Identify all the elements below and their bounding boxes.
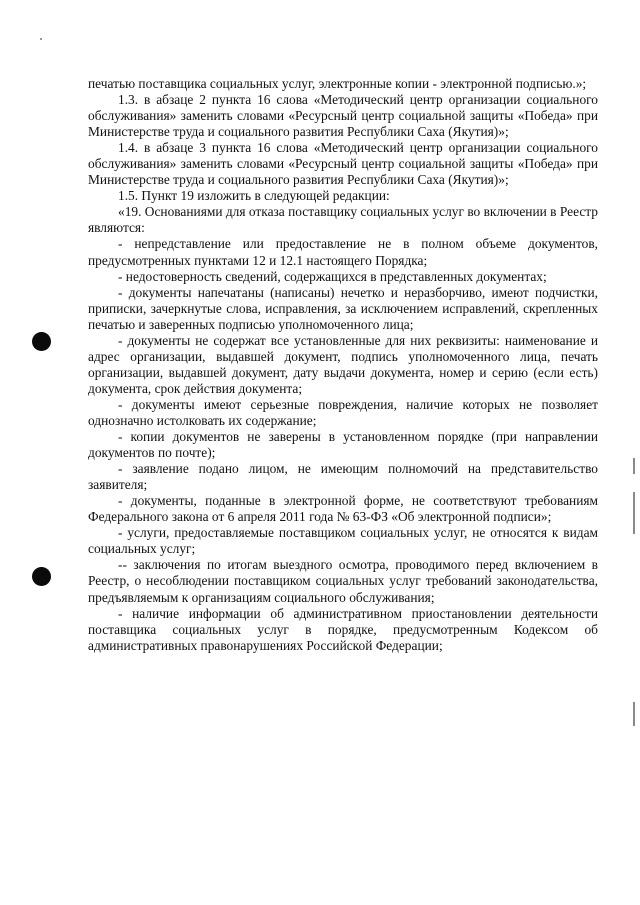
document-body: [88, 76, 598, 654]
scan-edge-mark: [633, 702, 635, 726]
paragraph: - услуги, предоставляемые поставщиком социальных услуг, не относятся к видам социальных услуг;: [88, 525, 598, 557]
punch-hole-bottom: [32, 567, 51, 586]
paragraph: печатью поставщика социальных услуг, электронные копии - электронной подписью.»;: [88, 76, 587, 91]
paragraph: - копии документов не заверены в установленном порядке (при направлении документов по почте);: [88, 429, 598, 461]
paragraph: - документы не содержат все установленные для них реквизиты: наименование и адрес организации, выдавшей документ, подпись уполномоченного лица, печать организации, выдавшей документ, дату выдачи документа, номер и серию (если есть) документа, срок действия документа;: [88, 332, 598, 396]
paragraph: «19. Основаниями для отказа поставщику социальных услуг во включении в Реестр являются:: [88, 204, 598, 236]
paragraph: -- заключения по итогам выездного осмотра, проводимого перед включением в Реестр, о несоблюдении поставщиком социальных услуг требований законодательства, предъявляемым к организациям социального обслуживания;: [88, 557, 598, 605]
scan-edge-mark: [633, 458, 635, 474]
paragraph: 1.4. в абзаце 3 пункта 16 слова «Методический центр организации социального обслуживания» заменить словами «Ресурсный центр социальной защиты «Победа» при Министерстве труда и социального развития Республики Саха (Якутия)»;: [88, 140, 598, 188]
paragraph: - документы напечатаны (написаны) нечетко и неразборчиво, имеют подчистки, приписки, зачеркнутые слова, исправления, за исключением исправлений, скрепленных печатью и заверенных подписью уполномоченного лица;: [88, 284, 598, 332]
paragraph: - непредставление или предоставление не в полном объеме документов, предусмотренных пунктами 12 и 12.1 настоящего Порядка;: [88, 236, 598, 268]
paragraph: 1.3. в абзаце 2 пункта 16 слова «Методический центр организации социального обслуживания» заменить словами «Ресурсный центр социальной защиты «Победа» при Министерстве труда и социального развития Республики Саха (Якутия)»;: [88, 92, 598, 140]
punch-hole-top: [32, 332, 51, 351]
scan-speck: [40, 38, 42, 40]
paragraph: - недостоверность сведений, содержащихся в представленных документах;: [118, 268, 547, 284]
scan-edge-mark: [633, 492, 635, 534]
paragraph: - документы, поданные в электронной форме, не соответствуют требованиям Федерального закона от 6 апреля 2011 года № 63-ФЗ «Об электронной подписи»;: [88, 493, 598, 525]
paragraph: - документы имеют серьезные повреждения, наличие которых не позволяет однозначно истолковать их содержание;: [88, 396, 598, 428]
paragraph: - наличие информации об административном приостановлении деятельности поставщика социальных услуг в порядке, предусмотренным Кодексом об административных правонарушениях Российской Федерации;: [88, 605, 598, 653]
paragraph: 1.5. Пункт 19 изложить в следующей редакции:: [118, 188, 390, 204]
paragraph: - заявление подано лицом, не имеющим полномочий на представительство заявителя;: [88, 461, 598, 493]
